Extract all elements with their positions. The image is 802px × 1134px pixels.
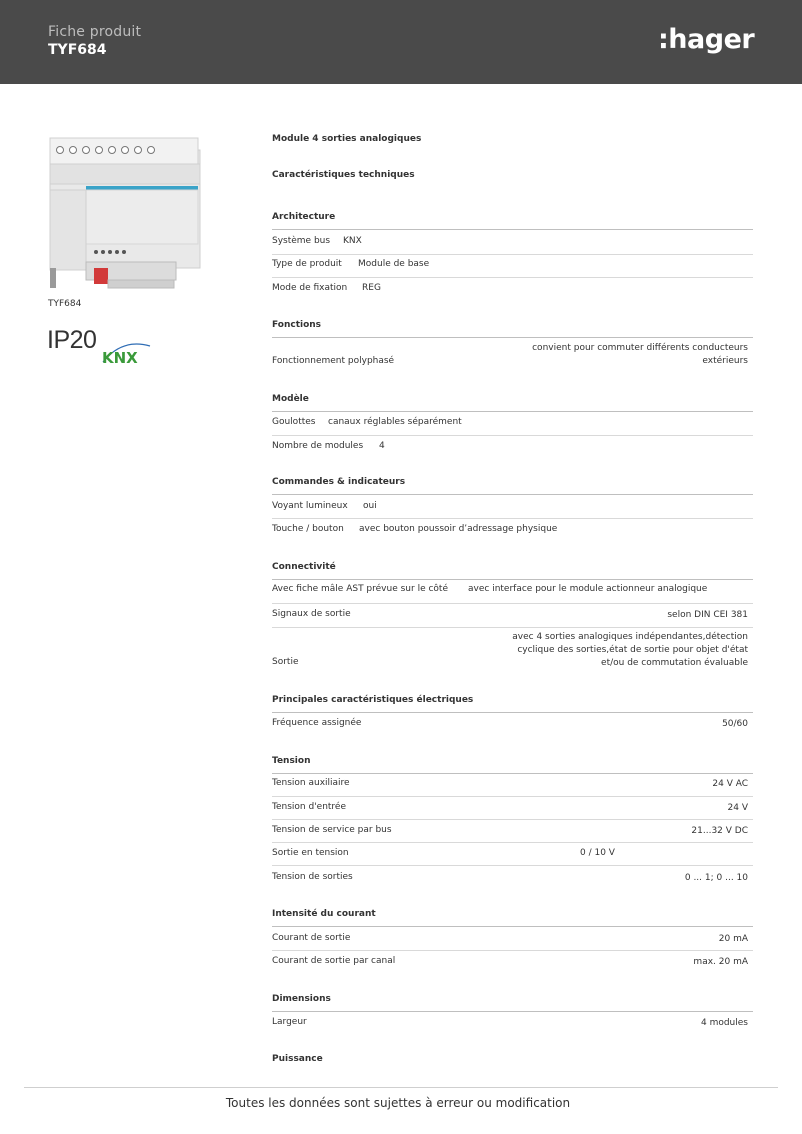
spec-row — [272, 1012, 753, 1035]
ip-rating: IP20 — [47, 326, 97, 354]
spec-row — [272, 627, 753, 673]
spec-value-line: cyclique des sorties,état de sortie pour objet d'état — [517, 645, 748, 655]
header-title: TYF684 — [48, 42, 107, 58]
spec-label: Système bus — [272, 236, 331, 246]
spec-label: Courant de sortie — [272, 933, 351, 943]
header-subtitle: Fiche produit — [48, 24, 142, 40]
spec-value: 0 ... 1; 0 ... 10 — [684, 873, 748, 883]
logo-text: :hager — [658, 24, 755, 55]
section-intensite-heading: Intensité du courant — [272, 909, 753, 927]
spec-row — [272, 277, 753, 300]
spec-row — [272, 865, 753, 888]
page-header — [0, 0, 802, 84]
spec-value: selon DIN CEI 381 — [667, 610, 748, 620]
spec-value-line: et/ou de commutation évaluable — [601, 658, 748, 668]
spec-label: Avec fiche mâle AST prévue sur le côté — [272, 584, 448, 594]
spec-label: Courant de sortie par canal — [272, 956, 396, 966]
spec-row — [272, 819, 753, 843]
spec-row — [272, 412, 753, 436]
spec-value: REG — [362, 283, 381, 293]
spec-value: 50/60 — [722, 719, 748, 729]
spec-value-line: convient pour commuter différents conducteurs — [532, 343, 748, 353]
section-dimensions-heading: Dimensions — [272, 994, 753, 1012]
spec-value — [512, 631, 748, 670]
spec-row — [272, 579, 753, 604]
section-architecture-heading: Architecture — [272, 212, 753, 230]
spec-value: KNX — [343, 236, 362, 246]
spec-row — [272, 713, 753, 736]
footer-note: Toutes les données sont sujettes à erreur ou modification — [225, 1096, 571, 1110]
section-puissance-heading: Puissance — [272, 1054, 323, 1064]
spec-row — [272, 927, 753, 951]
spec-label: Tension auxiliaire — [272, 778, 350, 788]
spec-value: max. 20 mA — [693, 957, 748, 967]
spec-row — [272, 773, 753, 797]
spec-value: 4 modules — [700, 1018, 748, 1028]
spec-value: 24 V — [727, 803, 748, 813]
spec-value: 0 / 10 V — [580, 848, 615, 858]
hager-logo — [658, 24, 754, 55]
product-image — [46, 128, 202, 296]
product-reference: TYF684 — [48, 299, 82, 309]
spec-row — [272, 796, 753, 820]
spec-row — [272, 435, 753, 458]
spec-label: Signaux de sortie — [272, 609, 351, 619]
spec-row — [272, 603, 753, 628]
spec-label: Largeur — [272, 1017, 307, 1027]
spec-row — [272, 338, 753, 374]
spec-label: Nombre de modules — [272, 441, 364, 451]
spec-value: canaux réglables séparément — [328, 417, 462, 427]
knx-logo-icon — [100, 340, 152, 366]
spec-value-line: avec 4 sorties analogiques indépendantes,détection — [512, 632, 748, 642]
spec-value: Module de base — [358, 259, 430, 269]
spec-label: Voyant lumineux — [272, 501, 348, 511]
section-tension-heading: Tension — [272, 756, 753, 774]
spec-label: Fréquence assignée — [272, 718, 362, 728]
spec-label: Tension de service par bus — [272, 825, 392, 835]
spec-row — [272, 842, 753, 866]
section-connectivite-heading: Connectivité — [272, 562, 753, 580]
spec-label: Sortie en tension — [272, 848, 349, 858]
spec-label: Touche / bouton — [272, 524, 344, 534]
footer-divider — [24, 1087, 778, 1088]
knx-text: KNX — [102, 349, 138, 366]
spec-value: oui — [363, 501, 377, 511]
spec-label: Goulottes — [272, 417, 316, 427]
spec-value: 24 V AC — [712, 779, 748, 789]
spec-value-line: extérieurs — [702, 356, 748, 366]
section-electriques-heading: Principales caractéristiques électriques — [272, 695, 753, 713]
spec-row — [272, 950, 753, 973]
spec-value: 21...32 V DC — [691, 826, 748, 836]
spec-value — [532, 342, 748, 368]
spec-label: Tension de sorties — [272, 872, 353, 882]
spec-label: Mode de fixation — [272, 283, 348, 293]
spec-label: Tension d'entrée — [272, 802, 347, 812]
spec-label: Sortie — [272, 657, 299, 667]
section-commandes-heading: Commandes & indicateurs — [272, 477, 753, 495]
spec-row — [272, 518, 753, 541]
spec-value: 4 — [379, 441, 385, 451]
section-modele-heading: Modèle — [272, 394, 753, 412]
section-fonctions-heading: Fonctions — [272, 320, 753, 338]
spec-row — [272, 254, 753, 278]
spec-label: Type de produit — [272, 259, 342, 269]
spec-row — [272, 495, 753, 519]
specs-title: Caractéristiques techniques — [272, 170, 415, 180]
spec-value: 20 mA — [718, 934, 748, 944]
spec-value: avec interface pour le module actionneur analogique — [468, 584, 708, 594]
spec-row — [272, 231, 753, 255]
spec-value: avec bouton poussoir d’adressage physique — [359, 524, 558, 534]
spec-label: Fonctionnement polyphasé — [272, 356, 395, 366]
product-title: Module 4 sorties analogiques — [272, 134, 422, 144]
